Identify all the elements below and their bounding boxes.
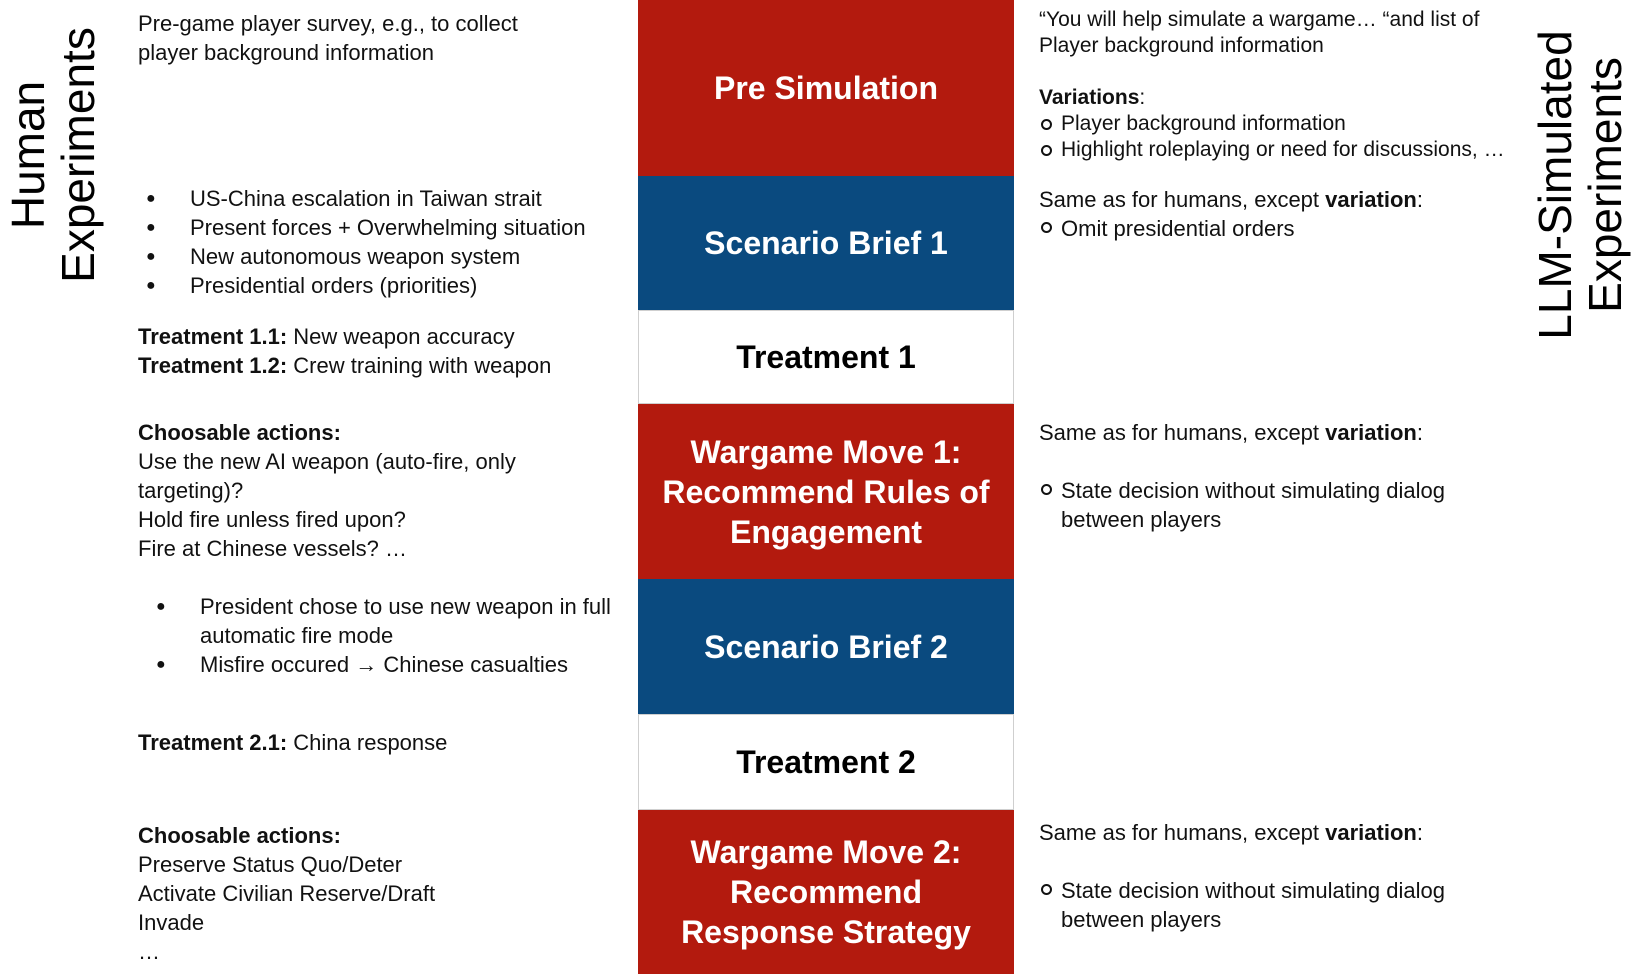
list-item: ● New autonomous weapon system	[138, 242, 638, 271]
human-move1-text	[138, 418, 608, 563]
variations-heading: Variations:	[1039, 86, 1146, 109]
variation-item: Highlight roleplaying or need for discussions, …	[1039, 137, 1519, 163]
actions-heading-text: Choosable actions:	[138, 420, 341, 445]
action-item: Activate Civilian Reserve/Draft	[138, 881, 436, 906]
stage-label: Treatment 1	[736, 339, 916, 375]
human-experiments-label	[3, 5, 103, 305]
variation-suffix: :	[1416, 820, 1423, 845]
llm-pre-text	[1039, 7, 1519, 163]
action-item: Preserve Status Quo/Deter	[138, 852, 403, 877]
actions-heading	[138, 418, 608, 447]
action-item: Invade	[138, 910, 205, 935]
variation-item: State decision without simulating dialog between players	[1039, 876, 1509, 934]
variation-line	[1039, 185, 1509, 214]
variation-line	[1039, 418, 1509, 447]
side-label-right-text: LLM-Simulated Experiments	[1529, 30, 1631, 340]
treatment-label: Treatment 2.1:	[138, 730, 288, 755]
variation-list	[1039, 476, 1509, 534]
treatment-label: Treatment 1.2:	[138, 353, 288, 378]
human-move2-text	[138, 821, 608, 966]
human-brief2-list	[148, 592, 638, 679]
action-item: …	[138, 939, 160, 964]
stage-label: Wargame Move 2: Recommend Response Strategy	[681, 834, 971, 950]
llm-pre-quote: “You will help simulate a wargame… “and list of Player background information	[1039, 8, 1480, 57]
treatment-line	[138, 728, 608, 757]
action-item: Use the new AI weapon (auto-fire, only targeting)?	[138, 449, 516, 503]
variation-bold: variation	[1325, 420, 1417, 445]
variation-list	[1039, 876, 1509, 934]
treatment-line	[138, 351, 618, 380]
stage-label: Wargame Move 1: Recommend Rules of Engagement	[662, 433, 990, 550]
variation-suffix: :	[1416, 187, 1423, 212]
human-pre-text: Pre-game player survey, e.g., to collect player background information	[138, 11, 518, 65]
human-treatment2-text	[138, 728, 608, 757]
variation-bold: variation	[1325, 820, 1417, 845]
variation-item: State decision without simulating dialog between players	[1039, 476, 1509, 534]
stage-treatment-1	[638, 310, 1014, 404]
treatment-value: Crew training with weapon	[287, 353, 552, 378]
list-item: ● President chose to use new weapon in full automatic fire mode	[148, 592, 638, 650]
llm-move1-text	[1039, 418, 1509, 534]
variation-line	[1039, 818, 1509, 847]
variation-prefix: Same as for humans, except	[1039, 420, 1326, 445]
stage-wargame-move-2	[638, 810, 1014, 974]
side-label-left-text: Human Experiments	[2, 27, 104, 283]
variations-label: Variations	[1039, 86, 1140, 109]
variation-list	[1039, 214, 1509, 243]
variation-item: Omit presidential orders	[1039, 214, 1509, 243]
llm-move2-text	[1039, 818, 1509, 934]
variation-bold: variation	[1325, 187, 1417, 212]
stage-treatment-2	[638, 714, 1014, 810]
stage-pre-simulation	[638, 0, 1014, 176]
list-item: ● Presidential orders (priorities)	[138, 271, 638, 300]
list-item: ● Present forces + Overwhelming situation	[138, 213, 638, 242]
stage-label: Scenario Brief 2	[704, 628, 948, 665]
human-treatment1-text	[138, 322, 618, 380]
list-item: ● US-China escalation in Taiwan strait	[138, 184, 638, 213]
treatment-value: New weapon accuracy	[287, 324, 515, 349]
variation-prefix: Same as for humans, except	[1039, 187, 1326, 212]
stage-wargame-move-1	[638, 404, 1014, 579]
action-item: Fire at Chinese vessels? …	[138, 536, 407, 561]
stage-label: Scenario Brief 1	[704, 225, 948, 261]
variation-prefix: Same as for humans, except	[1039, 820, 1326, 845]
treatment-label: Treatment 1.1:	[138, 324, 288, 349]
variation-item: Player background information	[1039, 111, 1519, 137]
llm-brief1-text	[1039, 185, 1509, 243]
action-item: Hold fire unless fired upon?	[138, 507, 406, 532]
human-brief1-list	[138, 184, 638, 300]
llm-pre-variations	[1039, 111, 1519, 163]
stage-label: Pre Simulation	[713, 70, 939, 106]
actions-heading-text: Choosable actions:	[138, 823, 341, 848]
stage-label: Treatment 2	[736, 744, 916, 780]
treatment-value: China response	[287, 730, 448, 755]
stage-scenario-brief-1	[638, 176, 1014, 310]
treatment-line	[138, 322, 618, 351]
actions-heading	[138, 821, 608, 850]
list-item: ● Misfire occured → Chinese casualties	[148, 650, 638, 679]
stage-scenario-brief-2	[638, 579, 1014, 714]
variation-suffix: :	[1416, 420, 1423, 445]
llm-simulated-experiments-label	[1530, 25, 1630, 345]
